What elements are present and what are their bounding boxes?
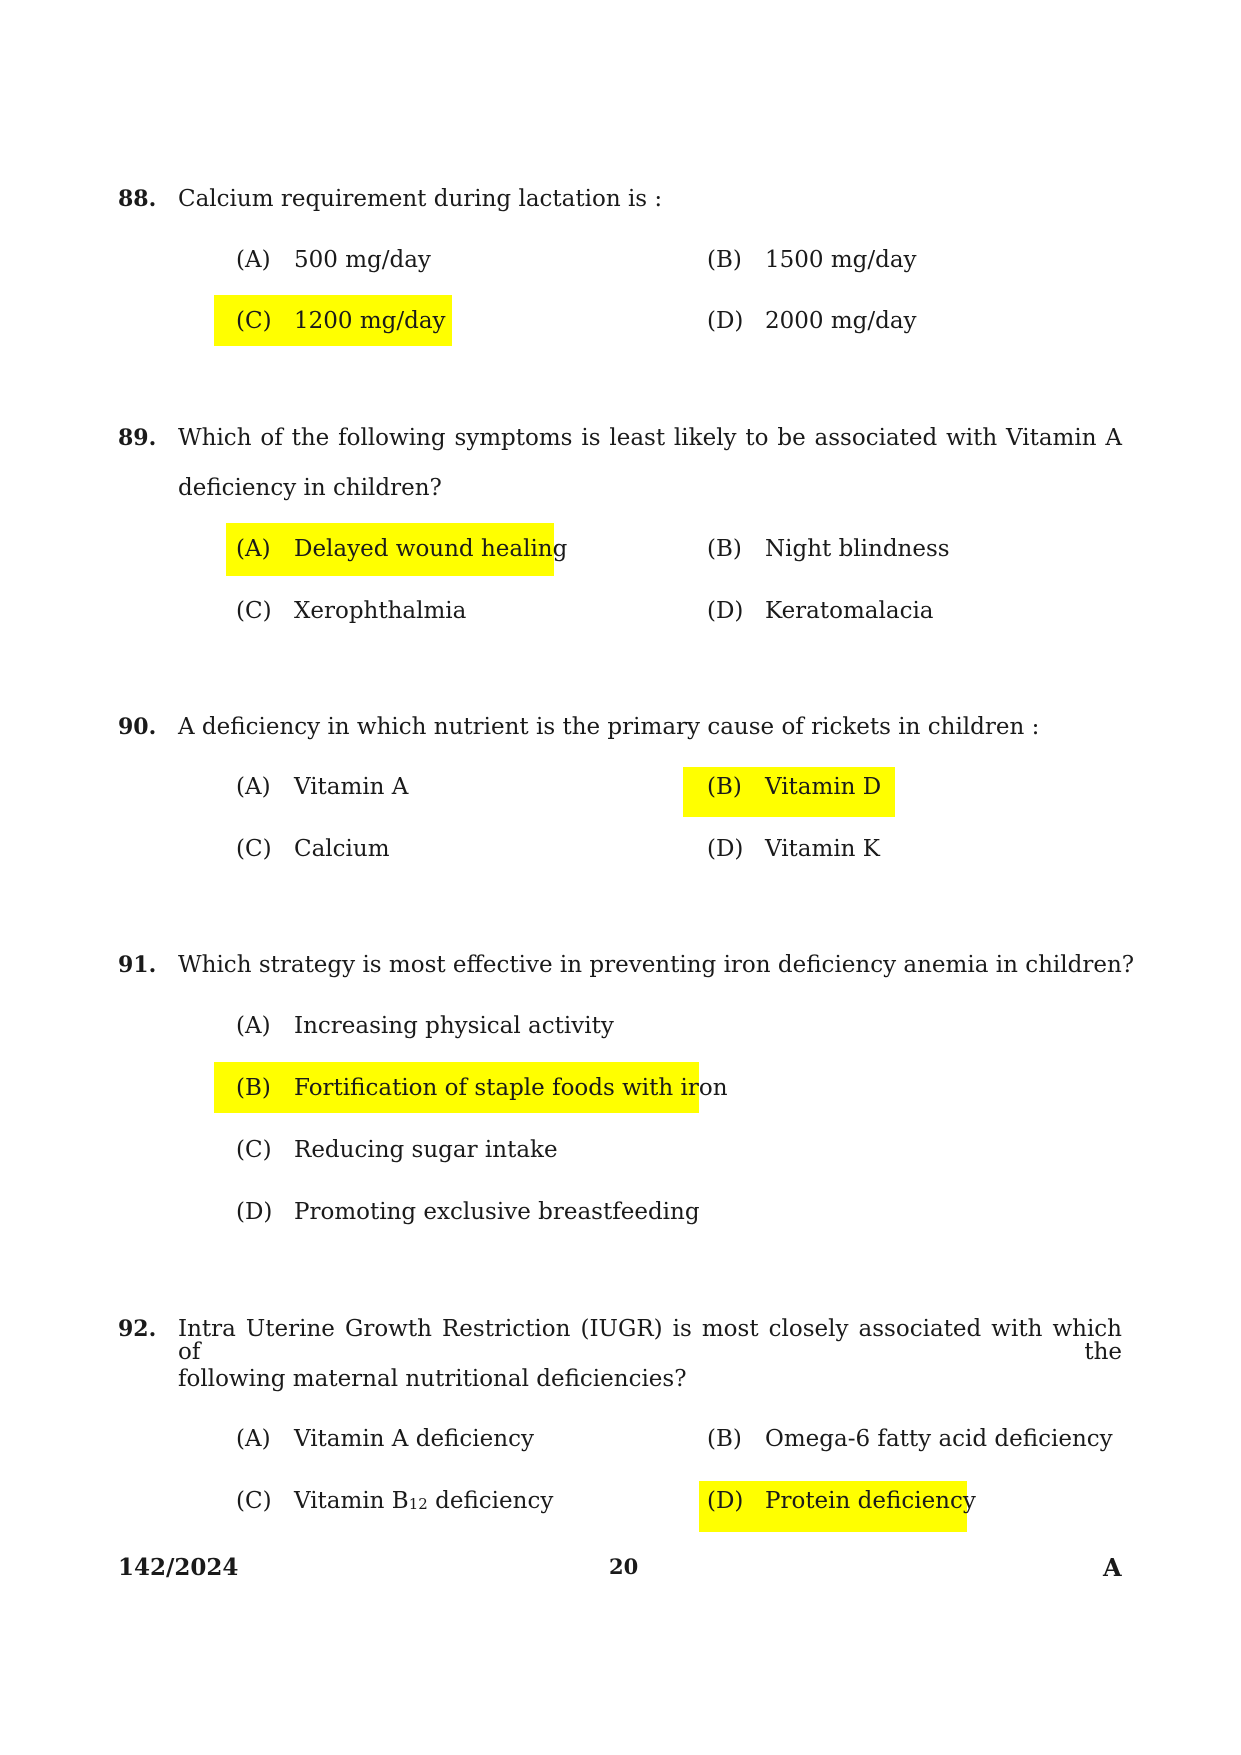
option-text: Keratomalacia [765, 598, 934, 624]
option-label: (C) [236, 1137, 272, 1163]
option-text: Delayed wound healing [294, 536, 568, 562]
option-text: 500 mg/day [294, 247, 431, 273]
option-label: (B) [707, 536, 742, 562]
series-letter: A [1103, 1553, 1122, 1582]
option-label: (B) [707, 247, 742, 273]
option-label: (D) [707, 308, 744, 334]
option-label: (B) [707, 774, 742, 800]
option-label: (C) [236, 1488, 272, 1514]
option-text: Reducing sugar intake [294, 1137, 558, 1163]
question-90-text: A deficiency in which nutrient is the primary cause of rickets in children : [178, 714, 1040, 740]
option-text: Increasing physical activity [294, 1013, 614, 1039]
option-label: (D) [707, 1488, 744, 1514]
option-text: 2000 mg/day [765, 308, 917, 334]
option-label: (A) [236, 536, 271, 562]
question-89-text-line2: deficiency in children? [178, 475, 442, 501]
option-label: (A) [236, 247, 271, 273]
option-text: 1500 mg/day [765, 247, 917, 273]
option-text: Vitamin K [765, 836, 880, 862]
question-88-text: Calcium requirement during lactation is : [178, 186, 663, 212]
question-89-number: 89. [118, 425, 157, 451]
option-label: (B) [707, 1426, 742, 1452]
question-91-number: 91. [118, 952, 157, 978]
option-label: (A) [236, 1013, 271, 1039]
option-label: (D) [236, 1199, 273, 1225]
page-number: 20 [609, 1554, 639, 1579]
option-label: (C) [236, 598, 272, 624]
option-label: (C) [236, 836, 272, 862]
question-92-text-line2: following maternal nutritional deficiencies? [178, 1366, 687, 1392]
option-text: Vitamin A [294, 774, 409, 800]
question-89-text-line1: Which of the following symptoms is least likely to be associated with Vitamin A [178, 425, 1122, 451]
option-text: Vitamin D [765, 774, 882, 800]
option-text: Protein deficiency [765, 1488, 976, 1514]
question-90-number: 90. [118, 714, 157, 740]
option-label: (C) [236, 308, 272, 334]
option-text: Promoting exclusive breastfeeding [294, 1199, 700, 1225]
option-text: Calcium [294, 836, 390, 862]
option-label: (B) [236, 1075, 271, 1101]
option-text: Xerophthalmia [294, 598, 467, 624]
option-text-prefix: Vitamin B [294, 1488, 409, 1514]
option-text: Vitamin A deficiency [294, 1426, 534, 1452]
option-label: (A) [236, 774, 271, 800]
option-text: Fortification of staple foods with iron [294, 1075, 728, 1101]
option-label: (D) [707, 598, 744, 624]
question-91-text: Which strategy is most effective in preventing iron deficiency anemia in children? [178, 952, 1135, 978]
option-text: Omega-6 fatty acid deficiency [765, 1426, 1113, 1452]
option-label: (A) [236, 1426, 271, 1452]
question-92-text-line1: Intra Uterine Growth Restriction (IUGR) is most closely associated with which of the [178, 1316, 1122, 1365]
option-text [294, 1486, 553, 1519]
option-label: (D) [707, 836, 744, 862]
option-text: Night blindness [765, 536, 950, 562]
question-paper-code: 142/2024 [118, 1554, 239, 1581]
option-text-suffix: deficiency [427, 1488, 554, 1514]
option-text-subscript: 12 [408, 1495, 428, 1513]
question-88-number: 88. [118, 186, 157, 212]
question-92-number: 92. [118, 1316, 157, 1342]
option-text: 1200 mg/day [294, 308, 446, 334]
